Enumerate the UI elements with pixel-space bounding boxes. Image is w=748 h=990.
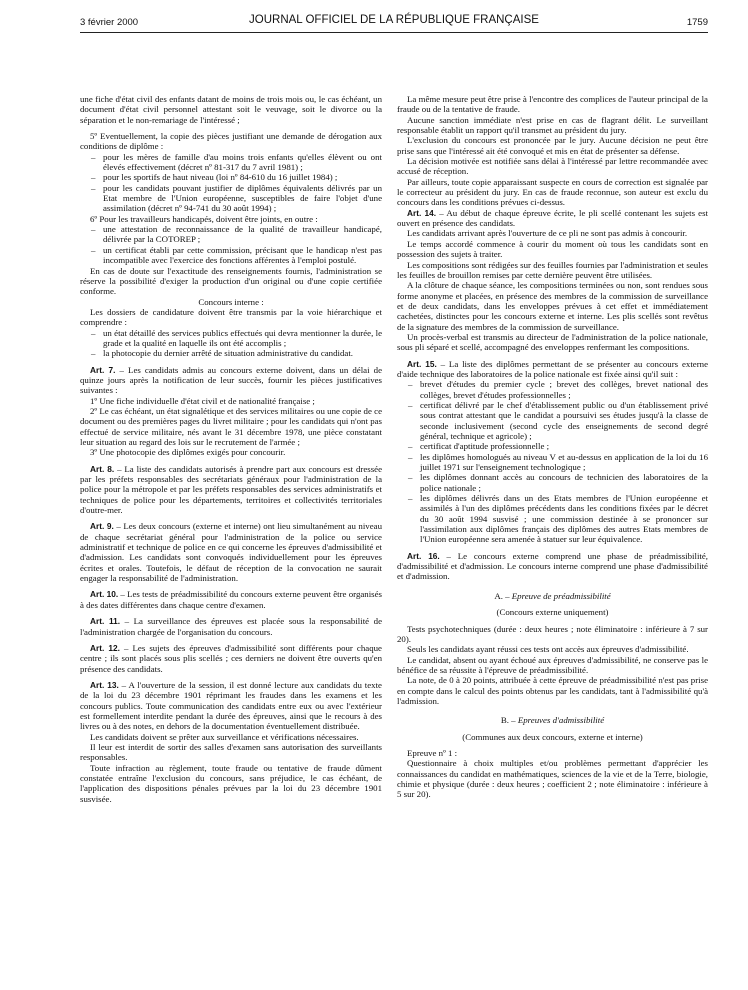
article-7: [80, 365, 382, 396]
paragraph: 5º Eventuellement, la copie des pièces justifiant une demande de dérogation aux conditions de diplôme :: [80, 131, 382, 152]
article-label: Art. 12.: [90, 642, 120, 653]
article-label: Art. 14.: [407, 207, 437, 218]
article-label: Art. 15.: [407, 358, 437, 369]
article-text: – Les candidats admis au concours externe doivent, dans un délai de quinze jours après la notification de leur succès, fournir les pièces justificatives suivantes :: [80, 364, 383, 396]
list-item: – certificat délivré par le chef d'établissement public ou d'un établissement privé sous contrat attestant que le candidat a poursuivi ses études jusqu'à la classe de seconde inclusivement (second cycle des enseignements de second degré général, technique et agricole) ;: [397, 400, 708, 441]
paragraph: Tests psychotechniques (durée : deux heures ; note éliminatoire : inférieure à 7 sur 20).: [397, 623, 708, 644]
paragraph: 3º Une photocopie des diplômes exigés pour concourir.: [90, 447, 286, 458]
paragraph: Un procès-verbal est transmis au directeur de l'administration de la police nationale, sous pli séparé et scellé, accompagné des enveloppes renfermant les compositions.: [397, 331, 708, 353]
paragraph: La même mesure peut être prise à l'encontre des complices de l'auteur principal de la fraude ou de la tentative de fraude.: [397, 94, 708, 115]
paragraph: Les candidats arrivant après l'ouverture de ce pli ne sont pas admis à concourir.: [407, 228, 688, 239]
article-text: – La surveillance des épreuves est placée sous la responsabilité de l'administration chargée de l'organisation du concours.: [80, 616, 382, 637]
page-number: 1759: [686, 17, 708, 28]
paragraph: Les candidats doivent se prêter aux surveillance et vérifications nécessaires.: [90, 731, 359, 742]
paragraph: Les dossiers de candidature doivent être transmis par la voie hiérarchique et comprendre :: [80, 306, 382, 328]
article-11: [80, 616, 382, 637]
paragraph: 2º Le cas échéant, un état signalétique et des services militaires ou une copie de ce document ou des premières pages du livret militaire ; pour les candidats qui n'ont pas effectué de service militaire, nés avant le 31 décembre 1978, une pièce constatant leur situation au regard des lois sur le recrutement de l'armée ;: [80, 405, 382, 447]
section-b-subheading: (Communes aux deux concours, externe et interne): [462, 731, 643, 742]
article-14: [397, 208, 708, 229]
section-a-subheading: (Concours externe uniquement): [496, 607, 609, 618]
list-item: – pour les sportifs de haut niveau (loi nº 84-610 du 16 juillet 1984) ;: [80, 172, 382, 182]
issue-date: 3 février 2000: [80, 17, 139, 28]
article-text: – Les tests de préadmissibilité du concours externe peuvent être organisés à des dates différentes dans chaque centre d'examen.: [80, 589, 382, 610]
paragraph: A la clôture de chaque séance, les compositions terminées ou non, sont rendues sous forme anonyme et placées, en présence des membres de la commission de surveillance et de deux candidats, dans les enveloppes prévues à cet effet et immédiatement cachetées, distinctes pour les concours externe et interne. Les plis scellés sont revêtus de la signature des membres de la commission de surveillance.: [397, 280, 708, 332]
list-item: – une attestation de reconnaissance de la qualité de travailleur handicapé, délivrée par la COTOREP ;: [80, 224, 382, 245]
paragraph: Aucune sanction immédiate n'est prise en cas de flagrant délit. Le surveillant responsable établit un rapport qu'il transmet au président du jury.: [397, 114, 708, 136]
list-item: – brevet d'études du premier cycle ; brevet des collèges, brevet national des collèges, brevet d'études professionnelles ;: [397, 379, 708, 400]
header-rule: [80, 32, 708, 33]
paragraph: 6º Pour les travailleurs handicapés, doivent être joints, en outre :: [90, 213, 318, 224]
list-item: – les diplômes homologués au niveau V et au-dessus en application de la loi du 16 juillet 1971 sur l'enseignement technologique ;: [397, 452, 708, 473]
article-8: [80, 464, 382, 516]
page-header: [80, 14, 708, 32]
article-label: Art. 10.: [90, 589, 119, 600]
paragraph: Toute infraction au règlement, toute fraude ou tentative de fraude dûment constatée entraîne l'exclusion du concours, sans préjudice, le cas échéant, de l'application des dispositions pénales prévues par la loi du 23 décembre 1901 susvisée.: [80, 762, 382, 804]
list-item: – un état détaillé des services publics effectués qui devra mentionner la durée, le grade et la qualité en laquelle ils ont été accomplis ;: [80, 328, 382, 349]
paragraph: 1º Une fiche individuelle d'état civil et de nationalité française ;: [90, 395, 315, 406]
section-letter: B. –: [500, 715, 518, 726]
article-16: [397, 551, 708, 582]
paragraph: La note, de 0 à 20 points, attribuée à cette épreuve de préadmissibilité n'est pas prise en compte dans le calcul des points obtenus par les candidats, tant à l'admissibilité qu'à l'admission.: [397, 675, 708, 706]
paragraph: une fiche d'état civil des enfants datant de moins de trois mois ou, le cas échéant, un document d'état civil personnel attestant soit le veuvage, soit le divorce ou la séparation et le non-remariage de l'intéressé ;: [80, 94, 382, 125]
article-text: – A l'ouverture de la session, il est donné lecture aux candidats du texte de la loi du 23 décembre 1901 réprimant les fraudes dans les examens et les concours publics. Toute communication des candidats entre eux ou avec l'extérieur est formellement interdite pendant la durée des épreuves, ainsi que le recours à des livres ou à des notes, en dehors de la documentation éventuellement distribuée.: [80, 679, 382, 732]
article-text: – Le concours externe comprend une phase de préadmissibilité, d'admissibilité et d'admission. Le concours interne comprend une phase d'admissibilité et d'admission.: [397, 550, 708, 582]
left-column: [80, 94, 382, 804]
list-item: – la photocopie du dernier arrêté de situation administrative du candidat.: [80, 348, 382, 358]
list-item: – les diplômes délivrés dans un des Etats membres de l'Union européenne et assimilés à l'un des diplômes précédents dans les conditions fixées par le décret du 30 août 1994 susvisé ; une commission destinée à se prononcer sur l'assimilation aux diplômes français des diplômes des autres Etats membres de l'Union européenne sera amenée à statuer sur leur équivalence.: [397, 493, 708, 545]
paragraph: Il leur est interdit de sortir des salles d'examen sans autorisation des surveillants responsables.: [80, 741, 382, 763]
list-item: – les diplômes donnant accès au concours de technicien des laboratoires de la police nationale ;: [397, 472, 708, 493]
list-item: – pour les mères de famille d'au moins trois enfants qu'elles élèvent ou ont élevés effectivement (décret nº 81-317 du 7 avril 1981) ;: [80, 152, 382, 173]
article-label: Art. 7.: [90, 364, 116, 375]
article-15: [397, 359, 708, 380]
list-item: – certificat d'aptitude professionnelle ;: [397, 441, 708, 451]
article-9: [80, 521, 382, 583]
section-a-heading: [397, 591, 708, 601]
article-text: – Les deux concours (externe et interne) ont lieu simultanément au niveau de chaque secrétariat général pour l'administration de la police ou service administratif et technique de police en ce qui concerne les épreuves d'admissibilité et d'admission. Les candidats sont convoqués individuellement pour les épreuves écrites et orales. Toutefois, le défaut de réception de la convocation ne saurait engager la responsabilité de l'administration.: [80, 521, 382, 584]
article-text: – Les sujets des épreuves d'admissibilité sont différents pour chaque centre ; ils sont placés sous plis scellés ; ces derniers ne doivent être ouverts qu'en présence des candidats.: [80, 642, 382, 674]
subheading: Concours interne :: [198, 296, 264, 307]
right-column: [397, 94, 708, 800]
section-title: Epreuve de préadmissibilité: [511, 590, 611, 601]
article-text: – La liste des candidats autorisés à prendre part aux concours est dressée par les préfets responsables des secrétariats généraux pour l'administration de la police pour la métropole et par les préfets responsables des services administratifs et techniques de police pour les départements, territoires et collectivités territoriales d'outre-mer.: [80, 463, 382, 516]
paragraph: Epreuve nº 1 :: [407, 747, 458, 758]
paragraph: Par ailleurs, toute copie apparaissant suspecte en cours de correction est signalée par le correcteur au président du jury. En cas de fraude reconnue, son auteur est exclu du concours dans les conditions prévues ci-dessus.: [397, 176, 708, 208]
paragraph: Les compositions sont rédigées sur des feuilles fournies par l'administration et seules les feuilles de brouillon remises par cette dernière peuvent être utilisées.: [397, 259, 708, 280]
list-item: – pour les candidats pouvant justifier de diplômes équivalents délivrés par un Etat membre de l'Union européenne, susceptibles de faire l'objet d'une assimilation (décret nº 94-741 du 30 août 1994) ;: [80, 183, 382, 214]
article-10: [80, 589, 382, 610]
paragraph: Seuls les candidats ayant réussi ces tests ont accès aux épreuves d'admissibilité.: [407, 644, 689, 655]
article-label: Art. 9.: [90, 521, 114, 532]
paragraph: La décision motivée est notifiée sans délai à l'intéressé par lettre recommandée avec accusé de réception.: [397, 156, 708, 177]
list-item: – un certificat établi par cette commission, précisant que le handicap n'est pas incompatible avec l'exercice des fonctions afférentes à l'emploi postulé.: [80, 245, 382, 266]
article-label: Art. 8.: [90, 463, 115, 474]
paragraph: En cas de doute sur l'exactitude des renseignements fournis, l'administration se réserve la possibilité d'exiger la production d'un original ou d'une copie certifiée conforme.: [80, 265, 382, 297]
section-letter: A. –: [494, 590, 512, 601]
paragraph: Questionnaire à choix multiples et/ou problèmes permettant d'apprécier les connaissances du candidat en mathématiques, sciences de la vie et de la Terre, biologie, chimie et physique (durée : deux heures ; coefficient 2 ; note éliminatoire : inférieure à 5 sur 20).: [397, 758, 708, 800]
paragraph: Le candidat, absent ou ayant échoué aux épreuves d'admissibilité, ne conserve pas le bénéfice de sa réussite à l'épreuve de préadmissibilité.: [397, 654, 708, 675]
article-text: – Au début de chaque épreuve écrite, le pli scellé contenant les sujets est ouvert en présence des candidats.: [397, 207, 708, 229]
paragraph: Le temps accordé commence à courir du moment où tous les candidats sont en possession des sujets à traiter.: [397, 238, 708, 260]
journal-title: JOURNAL OFFICIEL DE LA RÉPUBLIQUE FRANÇAISE: [249, 14, 539, 26]
article-label: Art. 13.: [90, 679, 119, 690]
article-13: [80, 680, 382, 732]
section-title: Epreuves d'admissibilité: [517, 715, 605, 726]
paragraph: L'exclusion du concours est prononcée par le jury. Aucune décision ne peut être prise sans que l'intéressé ait été convoqué et mis en état de présenter sa défense.: [397, 135, 708, 156]
section-b-heading: [397, 715, 708, 725]
article-label: Art. 11.: [90, 616, 121, 627]
article-12: [80, 643, 382, 674]
article-label: Art. 16.: [407, 550, 440, 561]
article-text: – La liste des diplômes permettant de se présenter au concours externe d'aide technique des laboratoires de la police nationale est fixée ainsi qu'il suit :: [397, 358, 708, 379]
